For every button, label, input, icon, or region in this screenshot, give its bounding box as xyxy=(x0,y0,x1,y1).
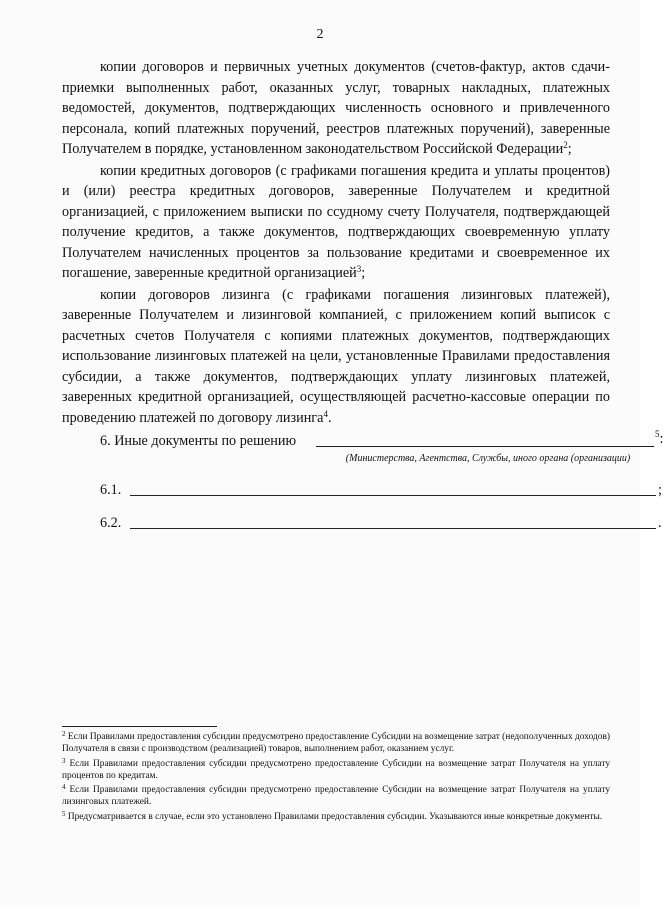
footnote-ref[interactable]: 2 xyxy=(563,140,568,150)
paragraph-end: . xyxy=(327,409,332,426)
footnote-separator xyxy=(62,726,217,727)
item-6-1-end: ; xyxy=(658,482,662,498)
item-6-field-caption: (Министерства, Агентства, Службы, иного органа (организации) xyxy=(345,453,631,464)
footnote-number: 2 xyxy=(62,730,66,738)
footnote xyxy=(62,784,610,809)
item-6-1-field[interactable] xyxy=(130,495,656,496)
item-6-label: 6. Иные документы по решению xyxy=(100,433,297,449)
footnote xyxy=(62,758,610,783)
item-6-2-label: 6.2. xyxy=(100,515,122,531)
footnote-ref[interactable]: 3 xyxy=(356,264,362,274)
paragraph-text: копии договоров лизинга (с графиками погашения лизинговых платежей), заверенные Получателем и лизинговой компанией, с приложением копий выписок с расчетных счетов Получателя с копиями платежных документов, подтверждающих использование лизинговых платежей на цели, установленные Правилами предоставления субсидии, а также документов, подтверждающих уплату лизинговых платежей, заверенных кредитной организацией, осуществляющей расчетно-кассовые операции по проведению платежей по договору лизинга xyxy=(62,286,610,426)
item-6-authority-field[interactable] xyxy=(316,446,654,447)
paragraph-text: копии кредитных договоров (с графиками погашения кредита и уплаты процентов) и (или) реестра кредитных договоров, заверенные Получателем и кредитной организацией, с приложением выписки по ссудному счету Получателя, подтверждающей получение кредитов, а также документов, подтверждающих своевременную уплату Получателем начисленных процентов за пользование кредитами и своевременное их погашение, заверенные кредитной организацией xyxy=(62,162,610,281)
page-number: 2 xyxy=(316,27,324,42)
paragraph-accounting-docs xyxy=(62,57,610,160)
item-6-2-field[interactable] xyxy=(130,528,656,529)
paragraph-end: ; xyxy=(361,265,366,281)
footnote-text: Если Правилами предоставления субсидии предусмотрено предоставление Субсидии на возмещение затрат Получателя на уплату лизинговых платежей. xyxy=(62,785,611,808)
item-6-2-end: . xyxy=(658,515,662,531)
footnote-ref[interactable]: 4 xyxy=(323,408,328,419)
paragraph-end: ; xyxy=(567,141,572,157)
footnote-text: Если Правилами предоставления субсидии предусмотрено предоставление Субсидии на возмещение затрат (недополученных доходов) Получателя в связи с производством (реализацией) товаров, выполнением работ, оказанием услуг. xyxy=(62,732,611,755)
document-body xyxy=(62,57,662,535)
item-6-1-label: 6.1. xyxy=(100,482,122,498)
footnote xyxy=(62,811,610,823)
paragraph-text: копии договоров и первичных учетных документов (счетов-фактур, актов сдачи-приемки выполненных работ, оказанных услуг, товарных накладных, платежных ведомостей, документов, подтверждающих численность основного и привлеченного персонала, копий платежных поручений, реестров платежных поручений), заверенные Получателем в порядке, установленном законодательством Российской Федерации xyxy=(62,59,610,157)
item-6-colon xyxy=(660,431,663,447)
item-6-end xyxy=(655,429,663,450)
item-6-2-row xyxy=(62,513,662,535)
footnote-number: 5 xyxy=(62,809,66,818)
item-6-other-documents xyxy=(62,429,660,453)
paragraph-leasing-docs xyxy=(62,285,610,429)
paragraph-credit-docs xyxy=(62,161,610,284)
footnote-ref[interactable]: 5 xyxy=(655,429,660,439)
footnotes xyxy=(62,731,610,825)
item-6-1-row xyxy=(62,480,662,502)
footnote-text: Предусматривается в случае, если это установлено Правилами предоставления субсидии. Указываются иные конкретные документы. xyxy=(67,811,603,822)
footnote xyxy=(62,731,610,756)
footnote-number: 4 xyxy=(62,783,66,792)
footnote-number: 3 xyxy=(62,756,66,765)
footnote-text: Если Правилами предоставления субсидии предусмотрено предоставление Субсидии на возмещение затрат Получателя на уплату процентов по кредитам. xyxy=(62,758,611,781)
